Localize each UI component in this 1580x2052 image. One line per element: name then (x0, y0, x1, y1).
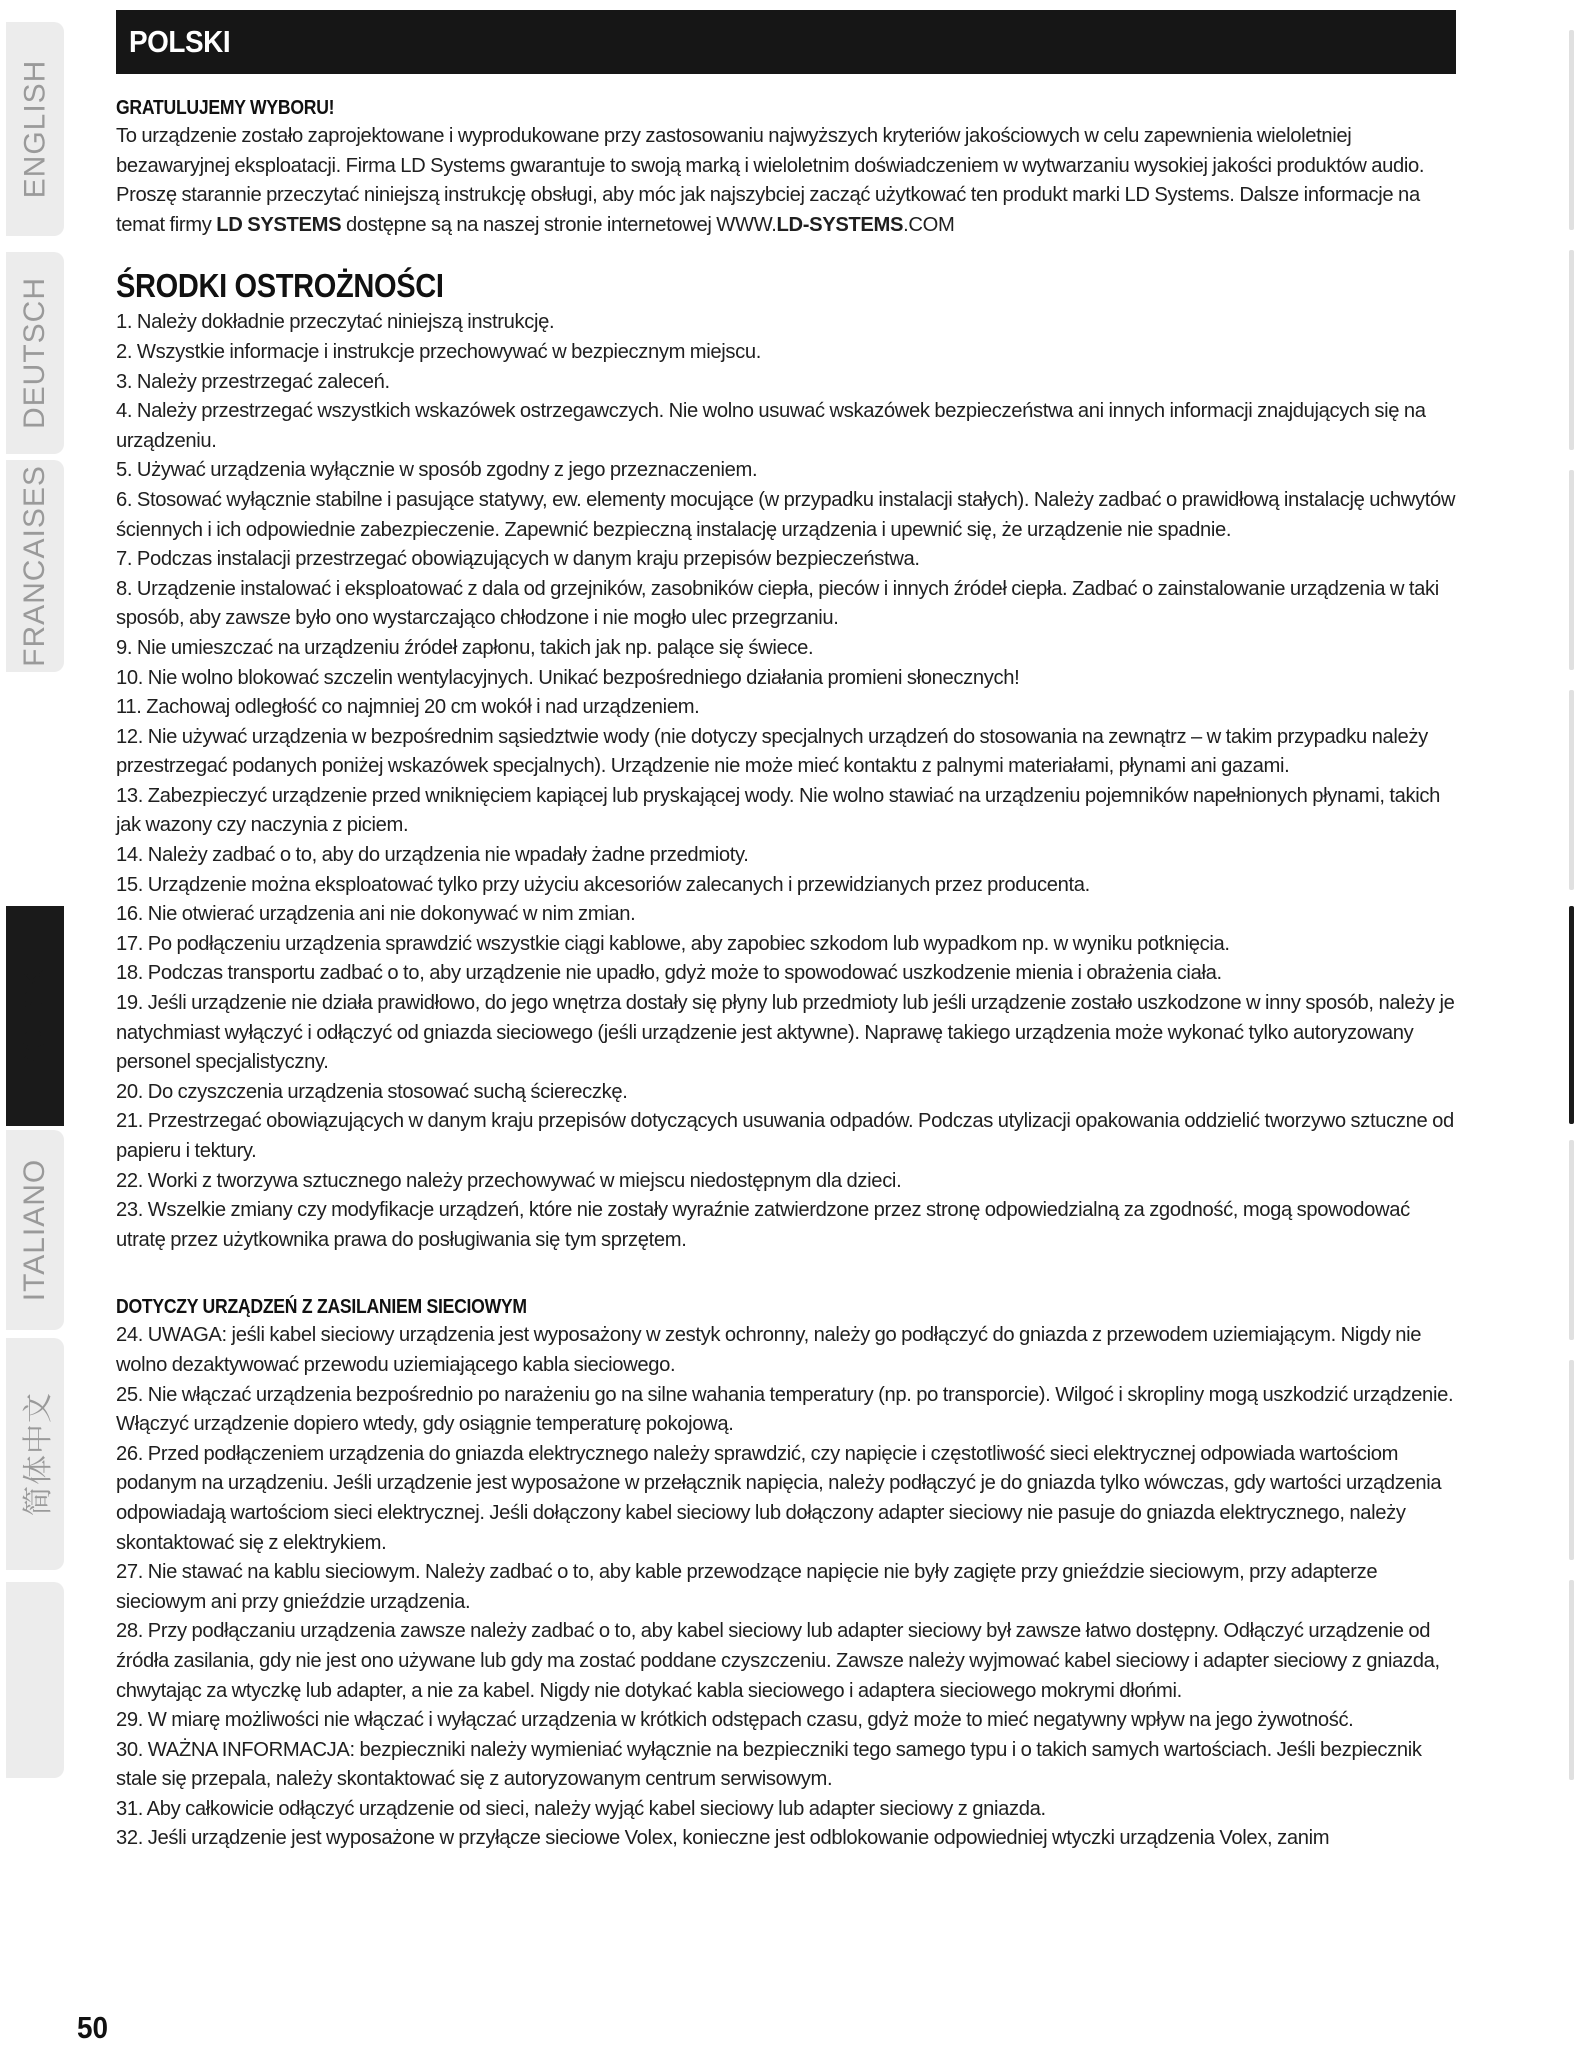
list-item: 6. Stosować wyłącznie stabilne i pasujące statywy, ew. elementy mocujące (w przypadku instalacji stałych). Należy zadbać o prawidłową instalację uchwytów ściennych i ich odpowiednie zabezpieczenie. Zapewnić bezpieczną instalację urządzenia i upewnić się, że urządzenie nie spadnie. (116, 488, 1456, 541)
list-item: 2. Wszystkie informacje i instrukcje przechowywać w bezpiecznym miejscu. (116, 340, 762, 363)
list-item: 9. Nie umieszczać na urządzeniu źródeł zapłonu, takich jak np. palące się świece. (116, 636, 814, 659)
edge-mark (1569, 1580, 1574, 1780)
list-item: 24. UWAGA: jeśli kabel sieciowy urządzenia jest wyposażony w zestyk ochronny, należy go podłączyć do gniazda z przewodem uziemiającym. Nigdy nie wolno dezaktywować przewodu uziemiającego kabla sieciowego. (116, 1324, 1422, 1376)
list-item: 3. Należy przestrzegać zaleceń. (116, 370, 390, 393)
edge-mark-active (1569, 906, 1574, 1124)
list-item: 4. Należy przestrzegać wszystkich wskazówek ostrzegawczych. Nie wolno usuwać wskazówek bezpieczeństwa ani innych informacji znajdujących się na urządzeniu. (116, 400, 1426, 452)
edge-mark (1569, 1360, 1574, 1560)
list-item: 32. Jeśli urządzenie jest wyposażone w przyłącze sieciowe Volex, konieczne jest odblokowanie odpowiedniej wtyczki urządzenia Volex, zanim (116, 1827, 1330, 1850)
language-header-bar (116, 10, 1456, 74)
edge-mark (1569, 250, 1574, 450)
intro-title: GRATULUJEMY WYBORU! (116, 97, 335, 119)
page-content (116, 94, 1456, 1854)
list-item: 13. Zabezpieczyć urządzenie przed wniknięciem kapiącej lub pryskającej wody. Nie wolno stawiać na urządzeniu pojemników napełnionych płynami, takich jak wazony czy naczynia z piciem. (116, 784, 1441, 837)
list-item: 19. Jeśli urządzenie nie działa prawidłowo, do jego wnętrza dostały się płyny lub przedmioty lub jeśli urządzenie zostało uszkodzone w inny sposób, należy je natychmiast wyłączyć i odłączyć od gniazda sieciowego (jeśli urządzenie jest aktywne). Naprawę takiego urządzenia może wykonać tylko autoryzowany personel specjalistyczny. (116, 992, 1455, 1074)
edge-mark (1569, 690, 1574, 890)
language-tabs (0, 0, 74, 2052)
mains-title: DOTYCZY URZĄDZEŃ Z ZASILANIEM SIECIOWYM (116, 1296, 527, 1319)
list-item: 10. Nie wolno blokować szczelin wentylacyjnych. Unikać bezpośredniego działania promieni słonecznych! (116, 666, 1020, 689)
tab-chinese[interactable]: 简体中文 (6, 1338, 64, 1570)
list-item: 11. Zachowaj odległość co najmniej 20 cm wokół i nad urządzeniem. (116, 696, 700, 719)
list-item: 18. Podczas transportu zadbać o to, aby urządzenie nie upadło, gdyż może to spowodować uszkodzenie mienia i obrażenia ciała. (116, 962, 1222, 985)
tab-extra[interactable] (6, 1582, 64, 1778)
list-item: 17. Po podłączeniu urządzenia sprawdzić wszystkie ciągi kablowe, aby zapobiec szkodom lub wypadkom np. w wyniku potknięcia. (116, 932, 1230, 955)
tab-deutsch[interactable]: DEUTSCH (6, 252, 64, 454)
list-item: 30. WAŻNA INFORMACJA: bezpieczniki należy wymieniać wyłącznie na bezpieczniki tego samego typu i o takich samych wartościach. Jeśli bezpiecznik stale się przepala, należy skontaktować się z autoryzowanym centrum serwisowym. (116, 1738, 1422, 1791)
page-number: 50 (77, 2010, 109, 2045)
list-item: 29. W miarę możliwości nie włączać i wyłączać urządzenia w krótkich odstępach czasu, gdyż może to mieć negatywny wpływ na jego żywotność. (116, 1709, 1354, 1732)
right-edge-markers (1566, 0, 1580, 2052)
list-item: 20. Do czyszczenia urządzenia stosować suchą ściereczkę. (116, 1080, 628, 1103)
tab-francaises[interactable]: FRANCAISES (6, 460, 64, 672)
list-item: 27. Nie stawać na kablu sieciowym. Należy zadbać o to, aby kable przewodzące napięcie nie były zagięte przy gnieździe sieciowym, przy adapterze sieciowym ani przy gnieździe urządzenia. (116, 1561, 1378, 1613)
tab-polski[interactable]: POLSKI (6, 906, 64, 1126)
list-item: 14. Należy zadbać o to, aby do urządzenia nie wpadały żadne przedmioty. (116, 844, 749, 867)
tab-english[interactable]: ENGLISH (6, 22, 64, 236)
list-item: 31. Aby całkowicie odłączyć urządzenie od sieci, należy wyjąć kabel sieciowy lub adapter sieciowy z gniazda. (116, 1797, 1046, 1820)
tab-italiano[interactable]: ITALIANO (6, 1130, 64, 1330)
list-item: 8. Urządzenie instalować i eksploatować z dala od grzejników, zasobników ciepła, pieców i innych źródeł ciepła. Zadbać o zainstalowanie urządzenia w taki sposób, aby zawsze było ono wystarczająco chłodzone i nie mogło ulec przegrzaniu. (116, 577, 1439, 630)
list-item: 15. Urządzenie można eksploatować tylko przy użyciu akcesoriów zalecanych i przewidzianych przez producenta. (116, 873, 1090, 896)
edge-mark (1569, 30, 1574, 230)
list-item: 23. Wszelkie zmiany czy modyfikacje urządzeń, które nie zostały wyraźnie zatwierdzone przez stronę odpowiedzialną za zgodność, mogą spowodować utratę przez użytkownika prawa do posługiwania się tym sprzętem. (116, 1199, 1410, 1251)
intro-paragraph: To urządzenie zostało zaprojektowane i wyprodukowane przy zastosowaniu najwyższych kryteriów jakościowych w celu zapewnienia wieloletniej bezawaryjnej eksploatacji. Firma LD Systems gwarantuje to swoją marką i wieloletnim doświadczeniem w wytwarzaniu wysokiej jakości produktów audio. Proszę starannie przeczytać niniejszą instrukcję obsługi, aby móc jak najszybciej zacząć użytkować ten produkt marki LD Systems. Dalsze informacje na temat firmy LD SYSTEMS dostępne są na naszej stronie internetowej WWW.LD-SYSTEMS.COM (116, 125, 1425, 236)
list-item: 22. Worki z tworzywa sztucznego należy przechowywać w miejscu niedostępnym dla dzieci. (116, 1169, 902, 1192)
language-title: POLSKI (129, 24, 231, 59)
list-item: 1. Należy dokładnie przeczytać niniejszą instrukcję. (116, 311, 555, 334)
safety-title: ŚRODKI OSTROŻNOŚCI (116, 267, 444, 305)
list-item: 26. Przed podłączeniem urządzenia do gniazda elektrycznego należy sprawdzić, czy napięcie i częstotliwość sieci elektrycznej odpowiada wartościom podanym na urządzeniu. Jeśli urządzenie jest wyposażone w przełącznik napięcia, należy podłączyć je do gniazda tylko wówczas, gdy wartości urządzenia odpowiadają wartościom sieci elektrycznej. Jeśli dołączony kabel sieciowy lub dołączony adapter sieciowy nie pasuje do gniazda elektrycznego, należy skontaktować się z elektrykiem. (116, 1442, 1442, 1554)
list-item: 12. Nie używać urządzenia w bezpośrednim sąsiedztwie wody (nie dotyczy specjalnych urządzeń do stosowania na zewnątrz – w takim przypadku należy przestrzegać podanych poniżej wskazówek specjalnych). Urządzenie nie może mieć kontaktu z palnymi materiałami, płynami ani gazami. (116, 725, 1428, 778)
mains-list (116, 1321, 1456, 1854)
list-item: 5. Używać urządzenia wyłącznie w sposób zgodny z jego przeznaczeniem. (116, 459, 758, 482)
list-item: 25. Nie włączać urządzenia bezpośrednio po narażeniu go na silne wahania temperatury (np. po transporcie). Wilgoć i skropliny mogą uszkodzić urządzenie. Włączyć urządzenie dopiero wtedy, gdy osiągnie temperaturę pokojową. (116, 1383, 1454, 1436)
edge-mark (1569, 470, 1574, 670)
list-item: 21. Przestrzegać obowiązujących w danym kraju przepisów dotyczących usuwania odpadów. Podczas utylizacji opakowania oddzielić tworzywo sztuczne od papieru i tektury. (116, 1110, 1454, 1162)
list-item: 16. Nie otwierać urządzenia ani nie dokonywać w nim zmian. (116, 903, 636, 926)
safety-list (116, 308, 1456, 1255)
list-item: 7. Podczas instalacji przestrzegać obowiązujących w danym kraju przepisów bezpieczeństwa. (116, 548, 920, 571)
edge-mark (1569, 1140, 1574, 1340)
list-item: 28. Przy podłączaniu urządzenia zawsze należy zadbać o to, aby kabel sieciowy lub adapter sieciowy był zawsze łatwo dostępny. Odłączyć urządzenie od źródła zasilania, gdy nie jest ono używane lub gdy ma zostać poddane czyszczeniu. Zawsze należy wyjmować kabel sieciowy i adapter sieciowy z gniazda, chwytając za wtyczkę lub adapter, a nie za kabel. Nigdy nie dotykać kabla sieciowego i adaptera sieciowego mokrymi dłońmi. (116, 1620, 1440, 1702)
